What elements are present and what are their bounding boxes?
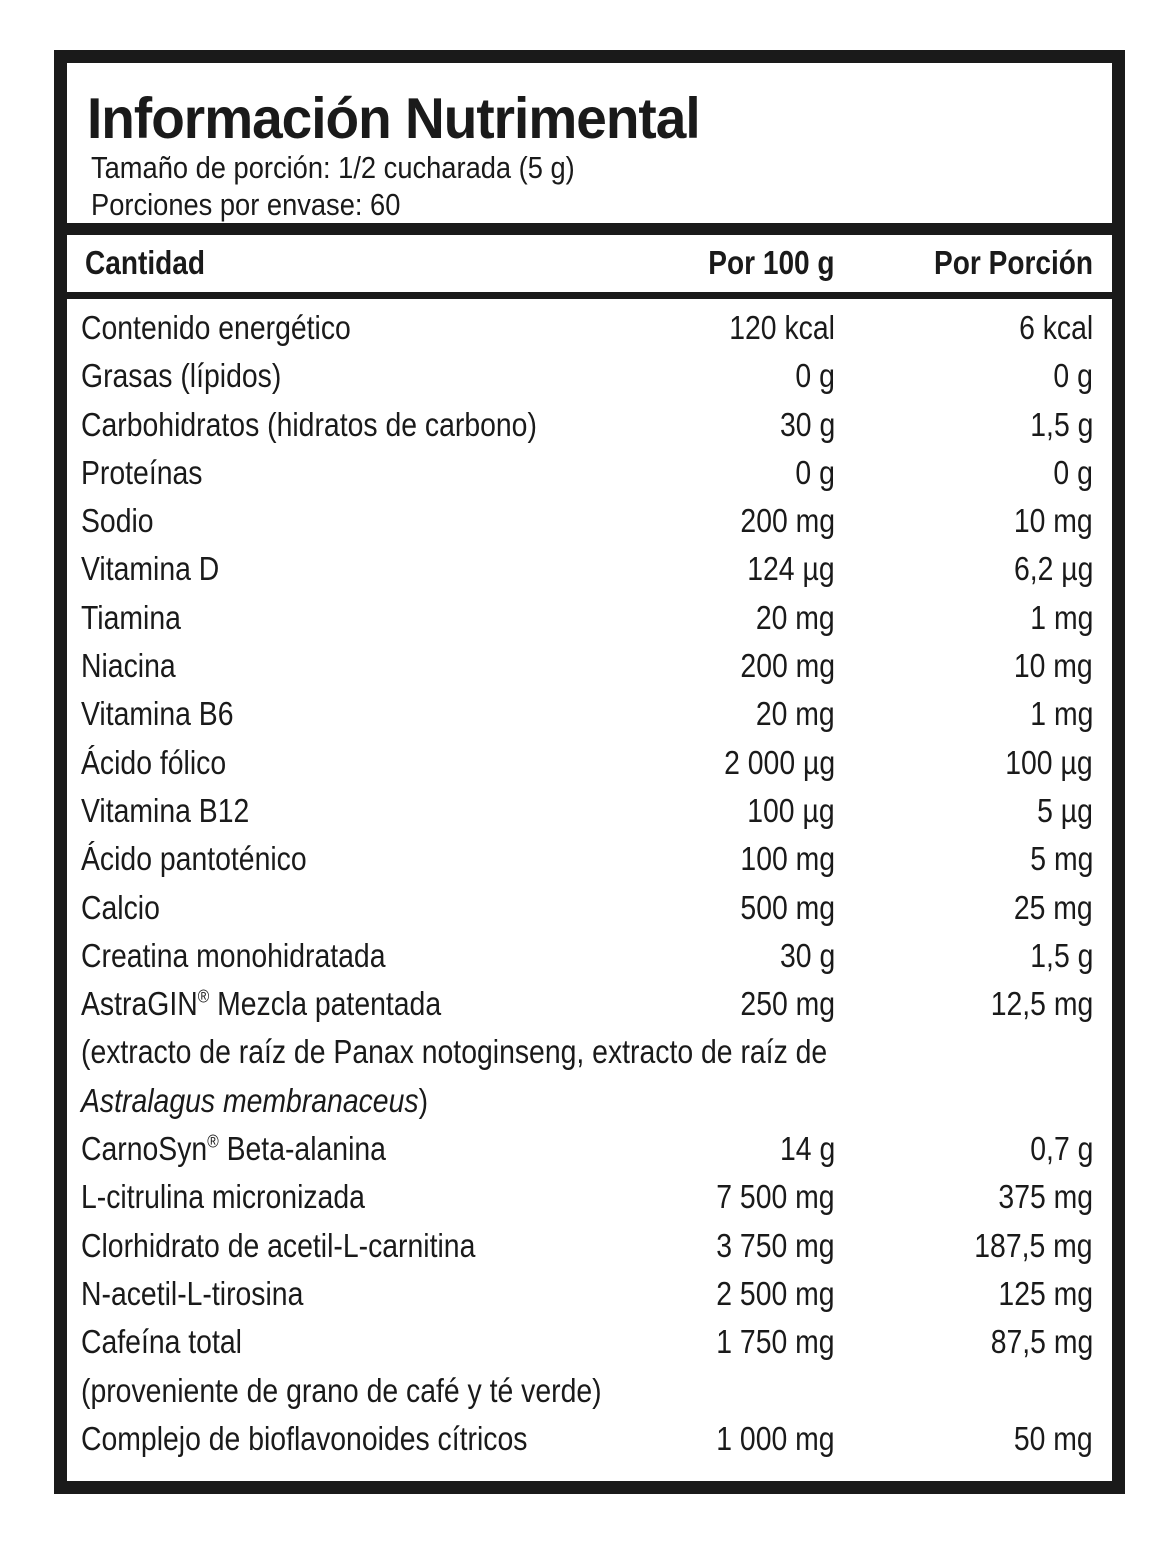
value-per-serving: 125 mg — [998, 1274, 1093, 1312]
value-per-100g: 14 g — [779, 1130, 835, 1168]
value-per-100g: 2 000 µg — [723, 743, 835, 781]
value-per-100g: 0 g — [795, 357, 835, 395]
value-per-100g: 500 mg — [740, 888, 835, 926]
nutrient-name: CarnoSyn® Beta-alanina — [81, 1130, 386, 1168]
registered-mark: ® — [207, 1131, 219, 1152]
nutrient-name: Cafeína total — [81, 1323, 242, 1361]
nutrient-row — [67, 932, 1112, 980]
label-title: Información Nutrimental — [87, 85, 700, 151]
nutrient-name: Tiamina — [81, 598, 181, 636]
value-per-100g: 0 g — [795, 453, 835, 491]
nutrient-name: AstraGIN® Mezcla patentada — [81, 985, 442, 1023]
nutrient-name: Vitamina B6 — [81, 695, 234, 733]
nutrient-row — [67, 787, 1112, 835]
nutrient-name: Niacina — [81, 647, 176, 685]
thick-divider — [67, 223, 1112, 235]
value-per-serving: 0,7 g — [1029, 1130, 1093, 1168]
nutrition-label — [54, 50, 1125, 1494]
nutrient-row — [67, 1318, 1112, 1366]
nutrient-name: Complejo de bioflavonoides cítricos — [81, 1419, 528, 1457]
nutrient-row — [67, 884, 1112, 932]
nutrient-row — [67, 1415, 1112, 1463]
nutrient-row — [67, 401, 1112, 449]
nutrient-row — [67, 980, 1112, 1028]
table-header — [67, 235, 1112, 292]
value-per-serving: 0 g — [1053, 453, 1093, 491]
value-per-100g: 200 mg — [740, 647, 835, 685]
nutrient-name: Calcio — [81, 888, 160, 926]
value-per-serving: 100 µg — [1005, 743, 1093, 781]
nutrient-name: L-citrulina micronizada — [81, 1178, 365, 1216]
nutrient-note-row — [67, 1077, 1112, 1125]
nutrient-note-row — [67, 1028, 1112, 1076]
value-per-100g: 1 750 mg — [716, 1323, 835, 1361]
value-per-serving: 12,5 mg — [990, 985, 1093, 1023]
value-per-100g: 2 500 mg — [716, 1274, 835, 1312]
value-per-serving: 1 mg — [1029, 695, 1093, 733]
nutrient-row — [67, 594, 1112, 642]
value-per-100g: 30 g — [779, 405, 835, 443]
value-per-100g: 30 g — [779, 936, 835, 974]
nutrient-note-row — [67, 1367, 1112, 1415]
nutrient-row — [67, 545, 1112, 593]
servings-per-container: Porciones por envase: 60 — [91, 187, 401, 222]
value-per-serving: 6,2 µg — [1013, 550, 1093, 588]
nutrient-name: Astralagus membranaceus) — [81, 1081, 429, 1119]
column-header-per-100g: Por 100 g — [708, 244, 835, 281]
value-per-serving: 50 mg — [1014, 1419, 1093, 1457]
value-per-serving: 10 mg — [1014, 647, 1093, 685]
value-per-100g: 100 mg — [740, 840, 835, 878]
header-divider — [67, 292, 1112, 299]
value-per-serving: 1,5 g — [1029, 936, 1093, 974]
value-per-100g: 120 kcal — [729, 309, 835, 346]
value-per-100g: 200 mg — [740, 502, 835, 540]
value-per-serving: 5 µg — [1037, 791, 1093, 829]
nutrient-row — [67, 497, 1112, 545]
nutrient-name: Grasas (lípidos) — [81, 357, 282, 395]
value-per-serving: 0 g — [1053, 357, 1093, 395]
value-per-100g: 1 000 mg — [716, 1419, 835, 1457]
value-per-serving: 25 mg — [1014, 888, 1093, 926]
column-header-name: Cantidad — [85, 244, 205, 281]
value-per-serving: 10 mg — [1014, 502, 1093, 540]
registered-mark: ® — [197, 986, 210, 1007]
nutrient-name: Proteínas — [81, 453, 203, 491]
value-per-100g: 7 500 mg — [716, 1178, 835, 1216]
nutrient-row — [67, 739, 1112, 787]
nutrient-name: Clorhidrato de acetil-L-carnitina — [81, 1226, 476, 1264]
nutrient-name: Vitamina B12 — [81, 791, 250, 829]
nutrient-row — [67, 304, 1112, 352]
nutrient-name: Creatina monohidratada — [81, 936, 386, 974]
nutrient-table — [67, 304, 1112, 1463]
nutrient-name: Ácido fólico — [81, 743, 227, 781]
nutrient-row — [67, 642, 1112, 690]
value-per-serving: 5 mg — [1029, 840, 1093, 878]
value-per-100g: 3 750 mg — [716, 1226, 835, 1264]
nutrient-row — [67, 690, 1112, 738]
nutrient-row — [67, 449, 1112, 497]
value-per-100g: 100 µg — [747, 791, 835, 829]
nutrient-name: Vitamina D — [81, 550, 220, 588]
column-header-per-serving: Por Porción — [934, 244, 1093, 281]
value-per-100g: 20 mg — [756, 695, 835, 733]
nutrient-row — [67, 1173, 1112, 1221]
value-per-serving: 6 kcal — [1018, 309, 1093, 346]
nutrient-row — [67, 1222, 1112, 1270]
serving-size: Tamaño de porción: 1/2 cucharada (5 g) — [91, 150, 575, 185]
value-per-100g: 250 mg — [740, 985, 835, 1023]
value-per-serving: 1 mg — [1029, 598, 1093, 636]
value-per-100g: 124 µg — [747, 550, 835, 588]
nutrient-name: Sodio — [81, 502, 154, 540]
nutrient-name: Contenido energético — [81, 309, 351, 346]
nutrient-row — [67, 1270, 1112, 1318]
nutrient-name: N-acetil-L-tirosina — [81, 1274, 304, 1312]
nutrient-row — [67, 352, 1112, 400]
nutrient-name: (proveniente de grano de café y té verde) — [81, 1371, 602, 1409]
value-per-serving: 87,5 mg — [990, 1323, 1093, 1361]
value-per-serving: 375 mg — [998, 1178, 1093, 1216]
value-per-serving: 187,5 mg — [974, 1226, 1093, 1264]
value-per-serving: 1,5 g — [1029, 405, 1093, 443]
nutrient-name: (extracto de raíz de Panax notoginseng, extracto de raíz de — [81, 1033, 828, 1071]
nutrient-row — [67, 1125, 1112, 1173]
nutrient-row — [67, 835, 1112, 883]
nutrient-name: Carbohidratos (hidratos de carbono) — [81, 405, 537, 443]
nutrient-name: Ácido pantoténico — [81, 840, 307, 878]
value-per-100g: 20 mg — [756, 598, 835, 636]
